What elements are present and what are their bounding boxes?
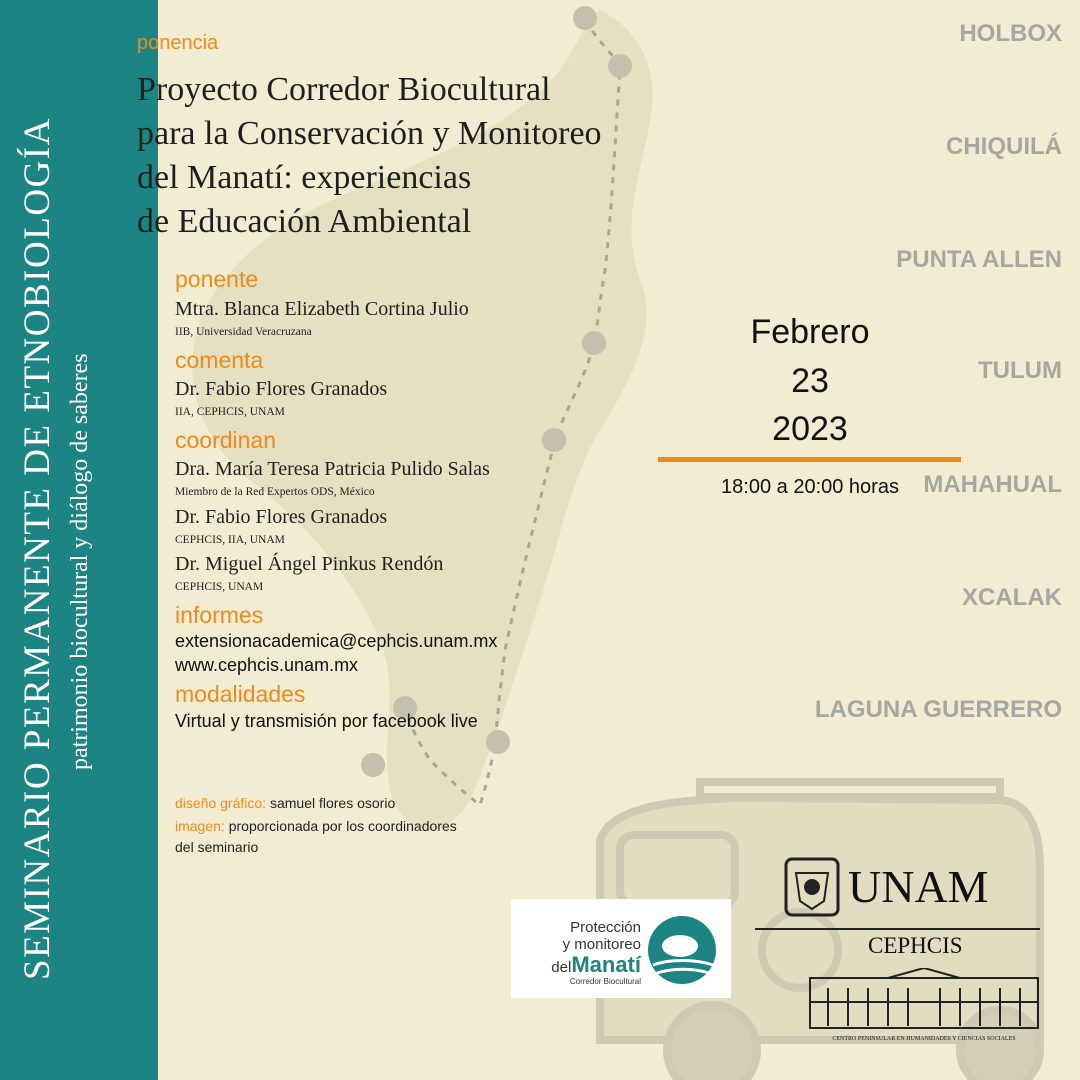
image-credit-label: imagen: xyxy=(175,818,225,834)
date-year: 2023 xyxy=(772,410,848,448)
design-credit-value: samuel flores osorio xyxy=(269,795,396,811)
ponente-name: Mtra. Blanca Elizabeth Cortina Julio xyxy=(175,298,469,320)
coordinator-affiliation: Miembro de la Red Expertos ODS, México xyxy=(175,486,375,498)
place-label: HOLBOX xyxy=(959,20,1062,47)
date-day: 23 xyxy=(791,362,829,400)
place-label: TULUM xyxy=(978,357,1062,384)
event-title xyxy=(137,68,602,244)
coordinator-affiliation: CEPHCIS, UNAM xyxy=(175,581,264,593)
place-label: PUNTA ALLEN xyxy=(896,246,1062,273)
place-label: LAGUNA GUERRERO xyxy=(814,696,1062,723)
design-credit-label: diseño gráfico: xyxy=(175,795,267,811)
image-credit-value: proporcionada por los coordinadores xyxy=(228,818,457,834)
manati-logo-tagline: Corredor Biocultural xyxy=(569,977,641,986)
cephcis-full-name: CENTRO PENINSULAR EN HUMANIDADES Y CIENCIAS SOCIALES xyxy=(832,1036,1016,1042)
manati-logo-del: del xyxy=(551,959,572,976)
comenta-label: comenta xyxy=(175,347,264,373)
place-label: CHIQUILÁ xyxy=(946,133,1062,160)
manati-logo-line: Protección xyxy=(570,919,641,936)
unam-logo-text: UNAM xyxy=(848,861,989,912)
manati-logo xyxy=(511,899,731,998)
unam-crest-icon xyxy=(780,855,844,919)
coordinan-label: coordinan xyxy=(175,427,277,453)
comenta-name: Dr. Fabio Flores Granados xyxy=(175,378,388,400)
place-label: MAHAHUAL xyxy=(923,471,1062,498)
coordinator-name: Dra. María Teresa Patricia Pulido Salas xyxy=(175,458,490,480)
coordinator-name: Dr. Fabio Flores Granados xyxy=(175,506,388,528)
event-hours: 18:00 a 20:00 horas xyxy=(721,476,899,498)
date-month: Febrero xyxy=(750,313,870,351)
modalidades-label: modalidades xyxy=(175,681,306,707)
ponente-affiliation: IIB, Universidad Veracruzana xyxy=(175,326,312,338)
manati-logo-name: Manatí xyxy=(571,952,641,977)
sidebar-rotated-text xyxy=(0,0,158,1080)
event-title-line: de Educación Ambiental xyxy=(137,203,472,240)
design-credit xyxy=(175,795,395,811)
event-title-line: para la Conservación y Monitoreo xyxy=(137,115,602,152)
website-link[interactable]: www.cephcis.unam.mx xyxy=(175,655,359,675)
date-divider xyxy=(658,457,961,462)
unam-divider xyxy=(755,928,1040,930)
sidebar-band xyxy=(0,0,158,1080)
seminar-title: SEMINARIO PERMANENTE DE ETNOBIOLOGÍA xyxy=(17,117,58,980)
building-facade-icon xyxy=(808,968,1040,1030)
cephcis-logo-text: CEPHCIS xyxy=(868,933,963,958)
place-label: XCALAK xyxy=(962,584,1062,611)
informes-label: informes xyxy=(175,602,264,628)
manati-logo-line: y monitoreo xyxy=(562,936,641,953)
event-title-line: Proyecto Corredor Biocultural xyxy=(137,71,551,108)
coordinator-affiliation: CEPHCIS, IIA, UNAM xyxy=(175,534,285,546)
coordinator-name: Dr. Miguel Ángel Pinkus Rendón xyxy=(175,553,444,575)
image-credit-continued: del seminario xyxy=(175,839,259,855)
modalidades-text: Virtual y transmisión por facebook live xyxy=(175,711,478,731)
seminar-subtitle: patrimonio biocultural y diálogo de saberes xyxy=(67,353,93,770)
ponente-label: ponente xyxy=(175,266,259,292)
event-type-label: ponencia xyxy=(137,32,219,54)
comenta-affiliation: IIA, CEPHCIS, UNAM xyxy=(175,406,285,418)
event-title-line: del Manatí: experiencias xyxy=(137,159,472,196)
contact-email-link[interactable]: extensionacademica@cephcis.unam.mx xyxy=(175,631,498,651)
manatee-icon xyxy=(645,913,719,987)
image-credit xyxy=(175,818,457,834)
